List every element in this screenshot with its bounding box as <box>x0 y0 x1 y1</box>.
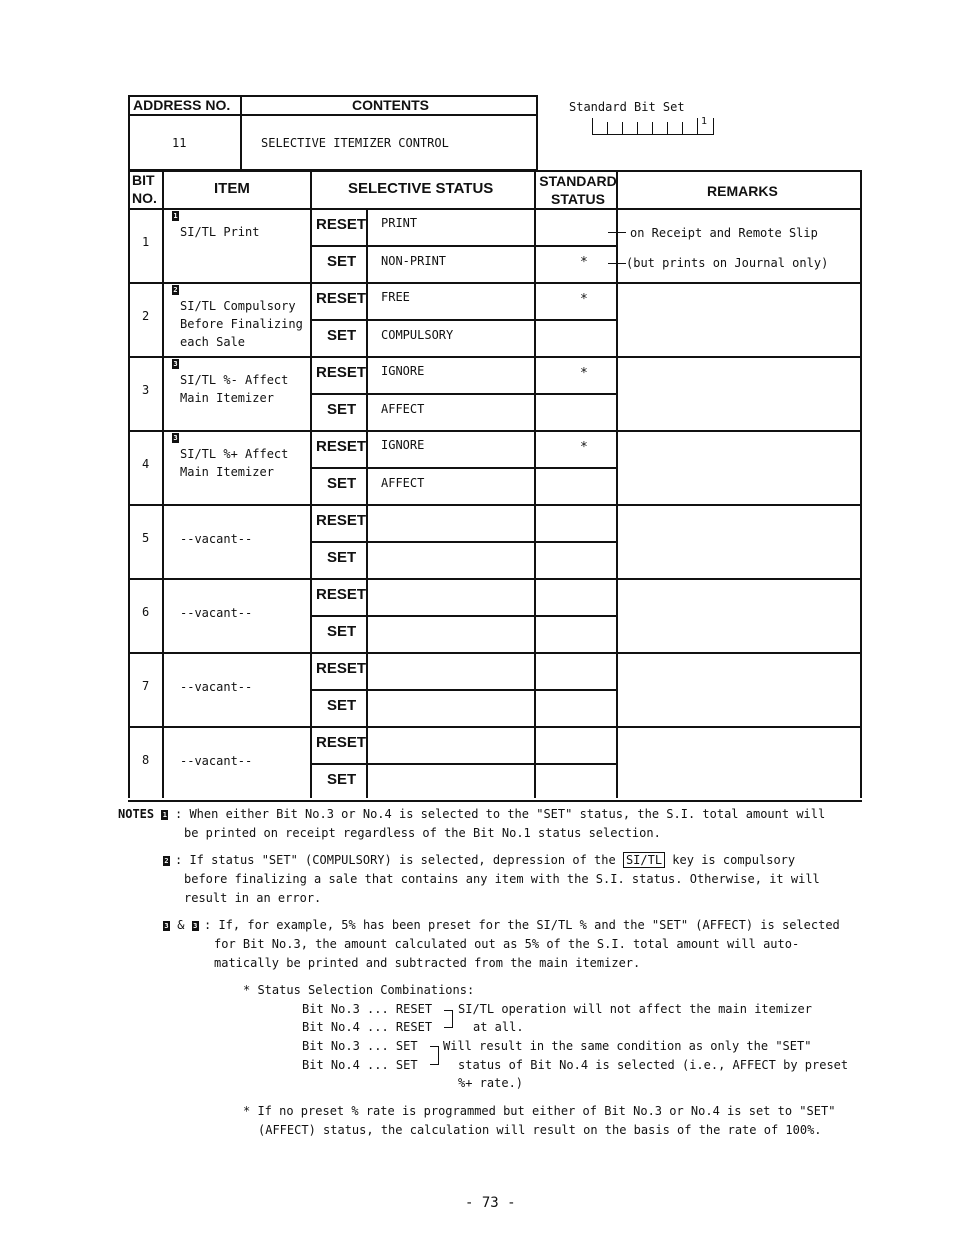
note-2-line-1b: key is compulsory <box>672 853 796 867</box>
combo-2-result-1: Will result in the same condition as only the "SET" <box>443 1039 812 1053</box>
reset-status-text: PRINT <box>381 216 418 230</box>
item-text: Main Itemizer <box>180 465 274 479</box>
bit-number: 1 <box>142 235 150 249</box>
combo-2-result-3: %+ rate.) <box>458 1076 524 1090</box>
set-status-text: NON-PRINT <box>381 254 447 268</box>
item-text: SI/TL Print <box>180 225 260 239</box>
note-mark-3: 3 <box>164 921 169 930</box>
item-text: --vacant-- <box>180 754 253 768</box>
header-col-divider <box>240 95 242 171</box>
bit-number: 6 <box>142 605 150 619</box>
combo-1-a: Bit No.3 ... RESET <box>302 1002 433 1016</box>
remark-reset: on Receipt and Remote Slip <box>630 226 818 240</box>
row-mid-divider <box>310 393 618 395</box>
item-mark: 3 <box>173 360 178 368</box>
bit-number: 7 <box>142 679 150 693</box>
note-3-line-1: : If, for example, 5% has been preset for the SI/TL % and the "SET" (AFFECT) is selected <box>204 918 840 932</box>
row-divider <box>128 504 862 506</box>
notes-label-text: NOTES <box>118 807 155 821</box>
note-3-marks <box>163 916 199 935</box>
col-header-selective-status: SELECTIVE STATUS <box>348 180 494 197</box>
reset-label: RESET <box>316 290 367 307</box>
remark-pointer-reset <box>608 232 626 233</box>
set-label: SET <box>327 327 357 344</box>
note-2-mark <box>163 851 170 870</box>
contents-label: CONTENTS <box>352 97 429 113</box>
reset-label: RESET <box>316 734 367 751</box>
notes-label <box>118 805 168 824</box>
note-2-line-1a: : If status "SET" (COMPULSORY) is selected, depression of the <box>175 853 616 867</box>
col-header-item: ITEM <box>214 180 250 197</box>
reset-status-text: IGNORE <box>381 438 425 452</box>
reset-label: RESET <box>316 512 367 529</box>
reset-standard-mark: * <box>580 366 588 381</box>
bit-number: 4 <box>142 457 150 471</box>
note-2-line-3: result in an error. <box>184 891 322 905</box>
remark-set: (but prints on Journal only) <box>626 256 829 270</box>
row-mid-divider <box>310 541 618 543</box>
bit-number: 2 <box>142 309 150 323</box>
note-2-line-2: before finalizing a sale that contains any item with the S.I. status. Otherwise, it will <box>184 872 820 886</box>
reset-label: RESET <box>316 216 367 233</box>
col-header-standard-status <box>538 172 618 208</box>
item-text: SI/TL Compulsory <box>180 299 296 313</box>
col-line-label <box>366 208 368 798</box>
note-3-line-3: matically be printed and subtracted from the main itemizer. <box>214 956 641 970</box>
reset-status-text: IGNORE <box>381 364 425 378</box>
set-label: SET <box>327 623 357 640</box>
set-label: SET <box>327 549 357 566</box>
row-mid-divider <box>310 467 618 469</box>
row-divider <box>128 800 862 802</box>
final-note-line-2: (AFFECT) status, the calculation will result on the basis of the rate of 100%. <box>258 1123 822 1137</box>
header-divider <box>128 114 538 116</box>
item-text: --vacant-- <box>180 532 253 546</box>
contents-value: SELECTIVE ITEMIZER CONTROL <box>261 136 449 150</box>
row-mid-divider <box>310 689 618 691</box>
bit-set-value: 1 <box>701 116 708 127</box>
item-text: SI/TL %- Affect <box>180 373 289 387</box>
col-header-bit <box>132 171 162 207</box>
col-line-bit <box>162 170 164 798</box>
item-text: --vacant-- <box>180 680 253 694</box>
si-tl-key: SI/TL <box>623 852 665 868</box>
col-line-item <box>310 170 312 798</box>
reset-label: RESET <box>316 438 367 455</box>
col-header-remarks: REMARKS <box>707 183 778 199</box>
combo-title: * Status Selection Combinations: <box>243 983 475 997</box>
col-line-status <box>534 170 536 798</box>
note-amp: & <box>177 918 185 932</box>
set-label: SET <box>327 253 357 270</box>
remark-pointer-set <box>608 263 626 264</box>
reset-label: RESET <box>316 364 367 381</box>
bit-set-ticks <box>592 118 714 135</box>
item-text: Main Itemizer <box>180 391 274 405</box>
table-header-bottom <box>128 208 862 210</box>
row-divider <box>128 578 862 580</box>
reset-standard-mark: * <box>580 292 588 307</box>
set-status-text: AFFECT <box>381 402 425 416</box>
row-mid-divider <box>310 763 618 765</box>
bit-number: 8 <box>142 753 150 767</box>
combo-1-bracket <box>444 1010 453 1028</box>
row-mid-divider <box>310 615 618 617</box>
combo-1-b: Bit No.4 ... RESET <box>302 1020 433 1034</box>
item-text: each Sale <box>180 335 246 349</box>
row-divider <box>128 652 862 654</box>
item-text: SI/TL %+ Affect <box>180 447 289 461</box>
note-mark-4: 3 <box>193 921 198 930</box>
row-divider <box>128 356 862 358</box>
col-line-standard <box>616 170 618 798</box>
item-mark: 1 <box>173 212 178 220</box>
reset-standard-mark: * <box>580 440 588 455</box>
note-mark-2: 2 <box>164 856 169 865</box>
set-status-text: COMPULSORY <box>381 328 454 342</box>
item-mark: 2 <box>173 286 178 294</box>
set-label: SET <box>327 697 357 714</box>
note-2-line-1 <box>175 851 795 870</box>
note-3-line-2: for Bit No.3, the amount calculated out as 5% of the S.I. total amount will auto- <box>214 937 800 951</box>
address-no-label: ADDRESS NO. <box>133 97 231 113</box>
combo-1-result-2: at all. <box>473 1020 524 1034</box>
col-header-bit-text: BIT NO. <box>132 172 157 206</box>
item-mark: 3 <box>173 434 178 442</box>
combo-2-a: Bit No.3 ... SET <box>302 1039 418 1053</box>
address-value: 11 <box>172 136 187 150</box>
note-1-line-2: be printed on receipt regardless of the Bit No.1 status selection. <box>184 826 661 840</box>
note-1-line-1: : When either Bit No.3 or No.4 is selected to the "SET" status, the S.I. total amount will <box>175 807 826 821</box>
reset-label: RESET <box>316 586 367 603</box>
row-divider <box>128 726 862 728</box>
standard-bit-set-label: Standard Bit Set <box>569 100 685 114</box>
reset-status-text: FREE <box>381 290 410 304</box>
combo-2-b: Bit No.4 ... SET <box>302 1058 418 1072</box>
combo-2-result-2: status of Bit No.4 is selected (i.e., AFFECT by preset <box>458 1058 849 1072</box>
set-standard-mark: * <box>580 255 588 270</box>
item-text: --vacant-- <box>180 606 253 620</box>
row-divider <box>128 430 862 432</box>
note-mark-1: 1 <box>162 810 167 819</box>
set-label: SET <box>327 475 357 492</box>
item-text: Before Finalizing <box>180 317 303 331</box>
bit-number: 3 <box>142 383 150 397</box>
set-label: SET <box>327 401 357 418</box>
row-divider <box>128 282 862 284</box>
bit-number: 5 <box>142 531 150 545</box>
combo-2-bracket <box>430 1046 439 1065</box>
reset-label: RESET <box>316 660 367 677</box>
row-mid-divider <box>310 319 618 321</box>
row-mid-divider <box>310 245 618 247</box>
col-header-standard-text: STANDARD STATUS <box>539 173 617 207</box>
combo-1-result-1: SI/TL operation will not affect the main itemizer <box>458 1002 813 1016</box>
page-number: - 73 - <box>465 1195 516 1211</box>
set-status-text: AFFECT <box>381 476 425 490</box>
set-label: SET <box>327 771 357 788</box>
final-note-line-1: * If no preset % rate is programmed but either of Bit No.3 or No.4 is set to "SET" <box>243 1104 836 1118</box>
